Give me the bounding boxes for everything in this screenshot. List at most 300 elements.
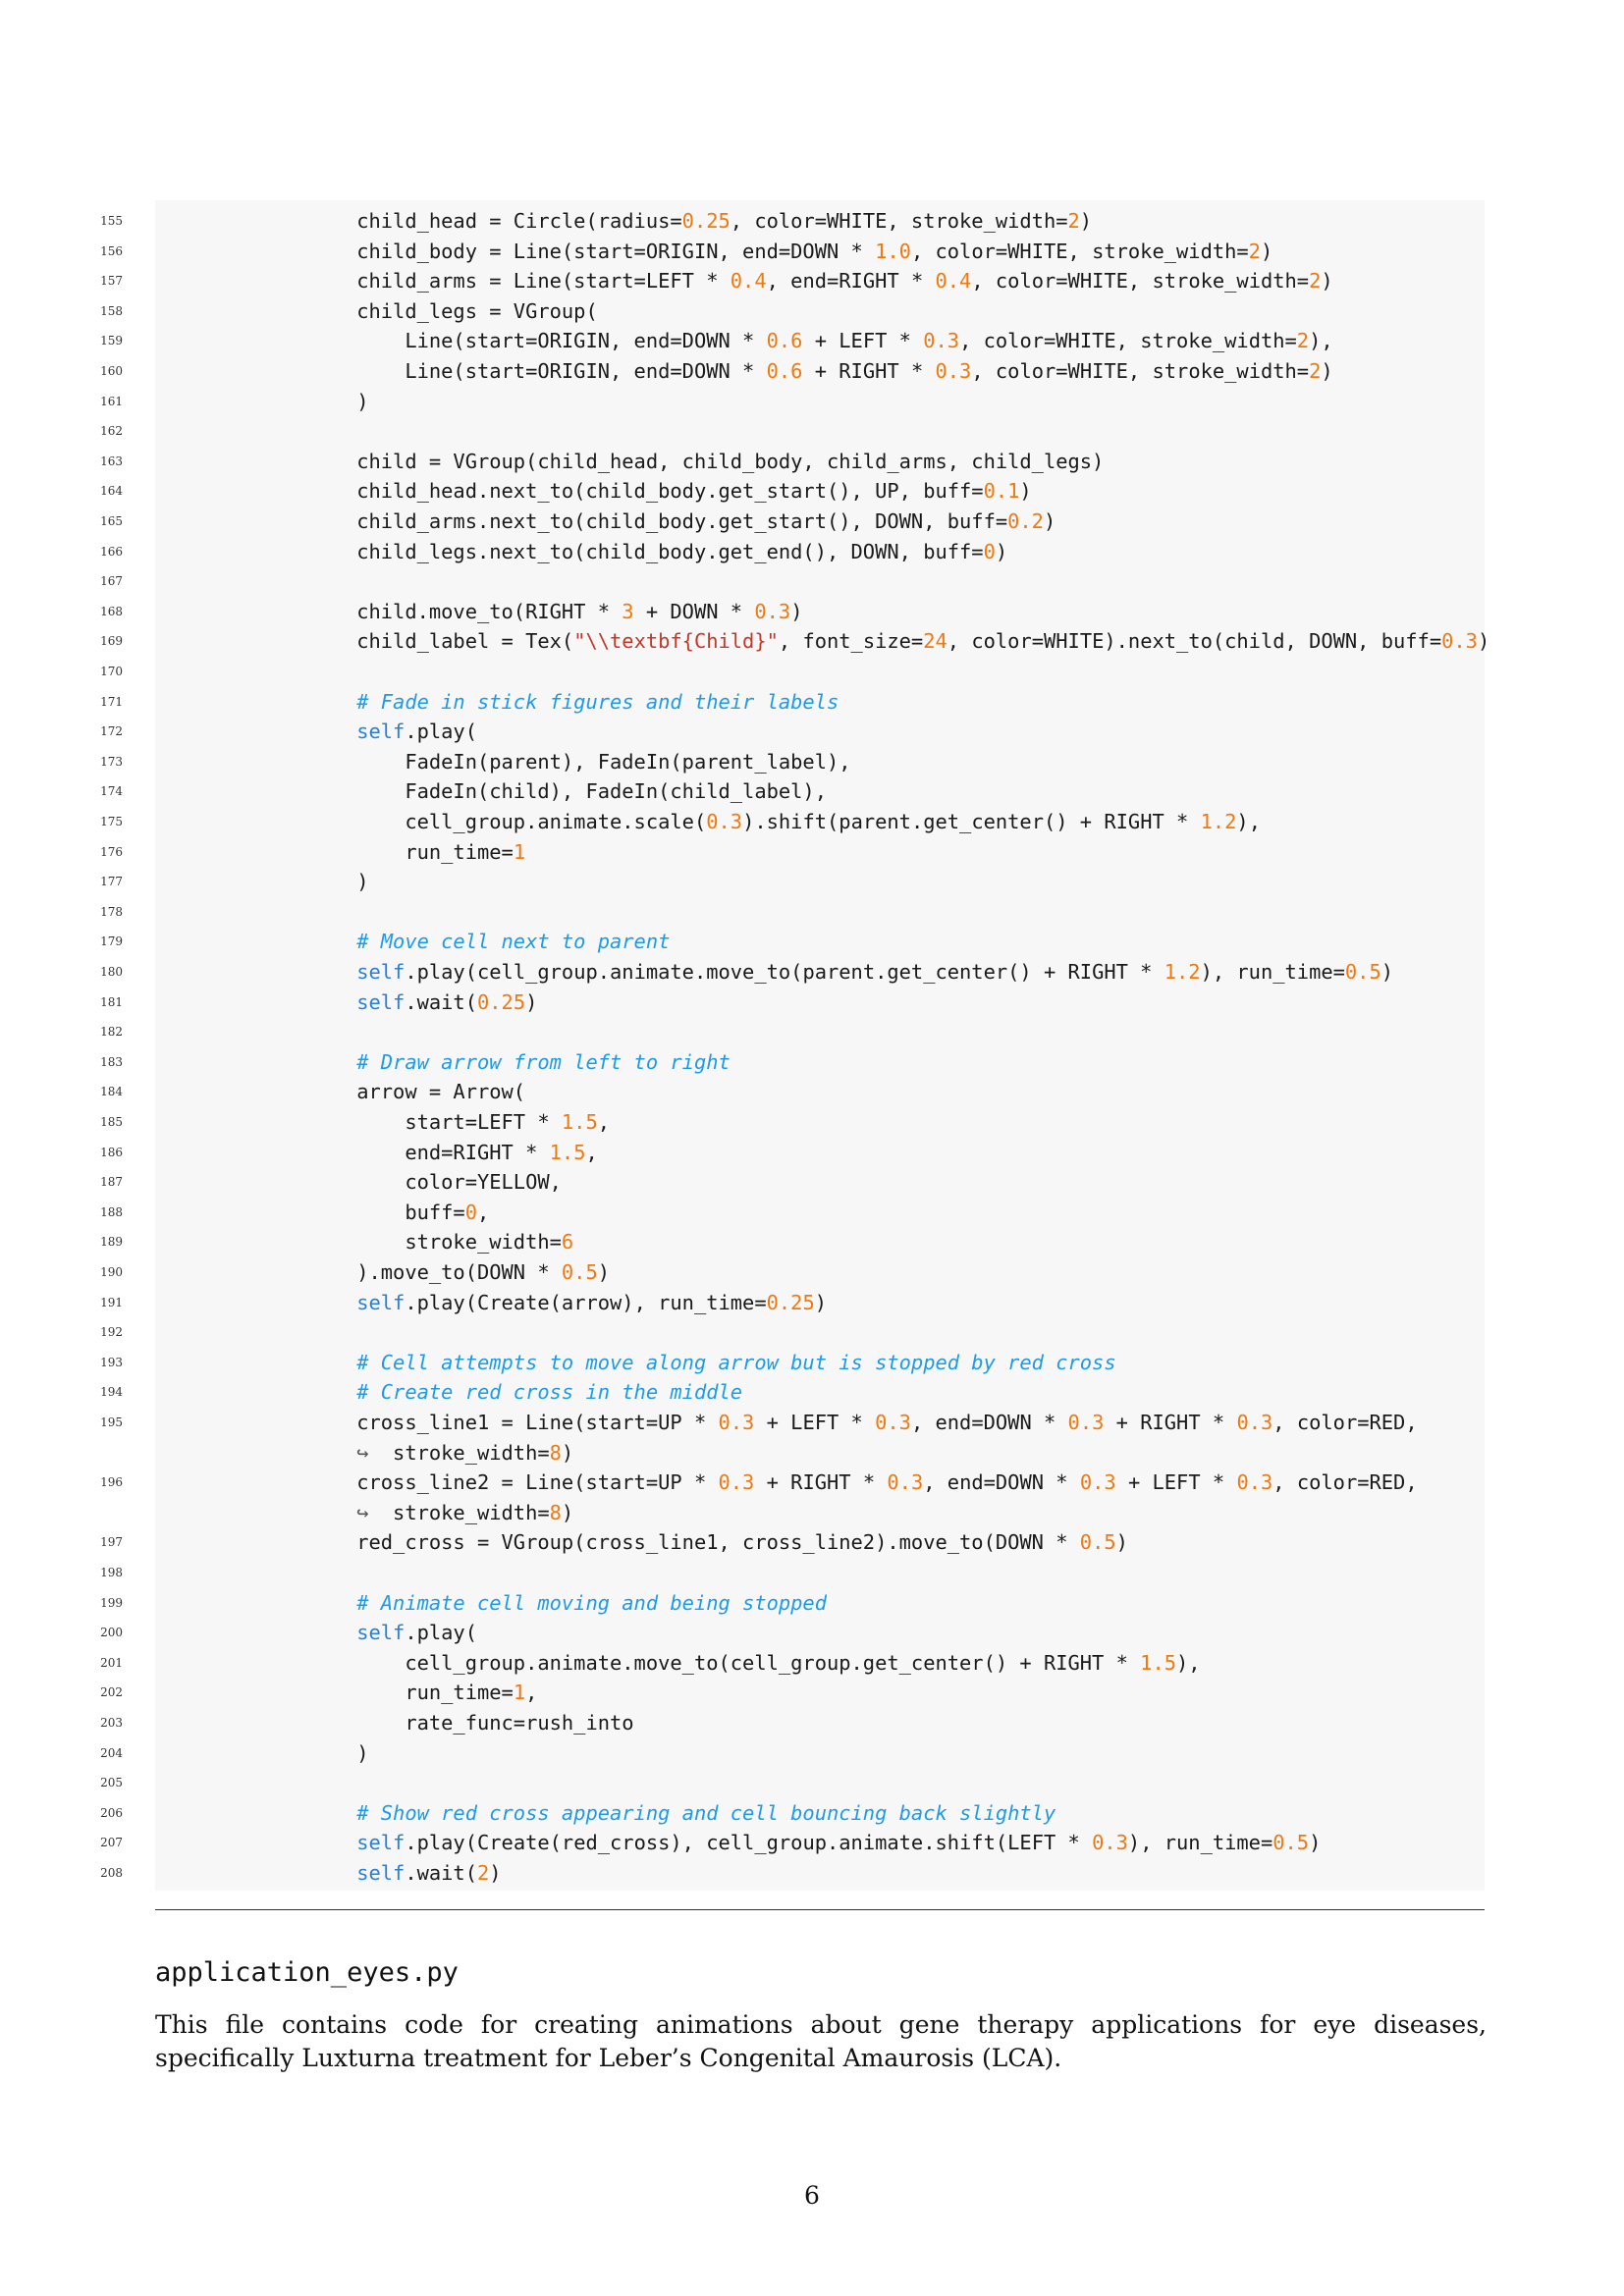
code-token: , end=RIGHT * (766, 269, 936, 294)
code-token: , end=DOWN * (923, 1470, 1080, 1495)
code-line (0, 206, 1473, 236)
code-token: 1.2 (1200, 810, 1237, 833)
code-token: 0.1 (983, 479, 1020, 504)
code-token: ) (260, 1740, 369, 1765)
code-token: ) (1019, 479, 1032, 504)
code-token: child = VGroup(child_head, child_body, child_arms, child_legs) (260, 449, 1105, 473)
code-token: child_body = Line(start=ORIGIN, end=DOWN * (260, 239, 876, 263)
code-token: , color=WHITE, stroke_width= (730, 209, 1068, 233)
code-token: , color=WHITE, stroke_width= (910, 239, 1249, 263)
code-token: 0.3 (1236, 1470, 1273, 1495)
code-token: ) (790, 599, 803, 623)
code-line (0, 1317, 1473, 1347)
line-number: 170 (100, 665, 123, 678)
line-number: 189 (100, 1235, 123, 1250)
code-token: 0.3 (1079, 1470, 1116, 1495)
code-text (260, 537, 1007, 566)
code-token: 0.4 (935, 269, 972, 294)
code-token: 1.5 (549, 1140, 586, 1164)
code-token: ) (1309, 1831, 1322, 1855)
code-text (260, 626, 1489, 656)
code-token: , color=WHITE, stroke_width= (971, 269, 1310, 294)
code-line (0, 1588, 1473, 1618)
code-token: 2 (477, 1861, 490, 1885)
line-number: 176 (100, 844, 123, 859)
code-token: ) (1321, 269, 1333, 294)
line-number: 206 (100, 1805, 123, 1820)
code-token: 1.0 (875, 239, 911, 263)
code-line (0, 597, 1473, 626)
code-token: 1 (513, 839, 526, 864)
code-token: , end=DOWN * (910, 1411, 1068, 1434)
code-line (0, 387, 1473, 416)
code-token: 0.25 (477, 989, 526, 1014)
code-token: self (260, 720, 406, 744)
code-comment: # Move cell next to parent (260, 930, 671, 954)
code-token: 6 (561, 1230, 574, 1255)
code-token: 0.3 (1092, 1831, 1128, 1855)
code-text (260, 447, 1104, 476)
code-line (0, 717, 1473, 746)
code-token: ), (1176, 1650, 1201, 1675)
code-token: .play(Create(arrow), run_time= (405, 1290, 767, 1314)
code-text (260, 387, 369, 416)
code-text (260, 957, 1393, 987)
code-token: 0.3 (923, 329, 960, 353)
line-number: 165 (100, 514, 123, 528)
section-divider (155, 1909, 1485, 1910)
code-text (260, 927, 670, 956)
code-token: arrow = Arrow( (260, 1080, 526, 1104)
code-line (0, 867, 1473, 896)
code-token: 2 (1248, 239, 1261, 263)
code-line (0, 687, 1473, 717)
code-line (0, 1678, 1473, 1707)
code-token: ), run_time= (1200, 960, 1345, 984)
code-text (260, 1678, 537, 1707)
code-token: + RIGHT * (802, 359, 936, 383)
code-line (0, 1227, 1473, 1256)
code-token: ) (260, 870, 369, 894)
code-token: + LEFT * (802, 329, 924, 353)
code-line (0, 1468, 1473, 1497)
code-line (0, 897, 1473, 927)
code-comment: # Draw arrow from left to right (260, 1049, 731, 1074)
code-token: cell_group.animate.scale( (260, 810, 707, 833)
line-number: 191 (100, 1295, 123, 1309)
page-number: 6 (804, 2181, 820, 2210)
code-token: + DOWN * (633, 599, 755, 623)
code-text (260, 1738, 369, 1768)
code-token: 0.3 (1236, 1411, 1273, 1434)
code-token: ), run_time= (1127, 1831, 1273, 1855)
code-token: 0.3 (935, 359, 972, 383)
code-token: ) (1477, 629, 1490, 654)
code-token: 0.25 (766, 1290, 815, 1314)
code-token: 0.6 (766, 359, 803, 383)
code-token: 0.3 (718, 1470, 755, 1495)
code-token: ).move_to(DOWN * (260, 1260, 562, 1284)
section-description: This file contains code for creating animations about gene therapy applications for eye diseases, specifically Luxturna treatment for Leber’s Congenital Amaurosis (LCA). (155, 2010, 1487, 2072)
code-token: run_time= (260, 839, 514, 864)
code-text (260, 1438, 573, 1468)
code-token: 2 (1067, 209, 1080, 233)
line-number: 163 (100, 454, 123, 468)
line-number: 175 (100, 815, 123, 828)
code-text (260, 597, 802, 626)
line-number: 173 (100, 754, 123, 769)
code-token: child_head = Circle(radius= (260, 209, 682, 233)
code-comment: # Fade in stick figures and their labels (260, 689, 839, 714)
code-token: + RIGHT * (754, 1470, 888, 1495)
code-line (0, 566, 1473, 596)
code-text (260, 1498, 573, 1527)
code-line (0, 1648, 1473, 1678)
code-token: 0.4 (730, 269, 767, 294)
code-text (260, 1828, 1321, 1857)
code-token: ) (814, 1290, 828, 1314)
code-token: + RIGHT * (1104, 1411, 1237, 1434)
code-text (260, 1047, 731, 1077)
code-token: , (525, 1681, 538, 1705)
code-text (260, 326, 1333, 355)
code-token: 0.25 (681, 209, 731, 233)
code-token: self (260, 1861, 406, 1885)
code-line (0, 1107, 1473, 1137)
code-line (0, 447, 1473, 476)
code-token: 0.6 (766, 329, 803, 353)
line-number: 198 (100, 1566, 123, 1579)
line-number: 194 (100, 1385, 123, 1400)
code-token: child.move_to(RIGHT * (260, 599, 623, 623)
code-comment: # Show red cross appearing and cell bouncing back slightly (260, 1800, 1056, 1825)
code-token: ) (1321, 359, 1333, 383)
line-number: 201 (100, 1655, 123, 1670)
code-text (260, 1227, 573, 1256)
code-line (0, 957, 1473, 987)
code-line (0, 356, 1473, 386)
code-text (260, 1648, 1201, 1678)
code-token: FadeIn(child), FadeIn(child_label), (260, 779, 827, 804)
code-line (0, 266, 1473, 295)
code-text (260, 266, 1333, 295)
code-text (260, 1588, 827, 1618)
code-text (260, 476, 1032, 506)
code-token: ) (1043, 509, 1056, 533)
code-token: FadeIn(parent), FadeIn(parent_label), (260, 749, 851, 774)
line-number: 167 (100, 574, 123, 589)
line-number: 164 (100, 484, 123, 499)
code-token: 0 (464, 1200, 477, 1224)
code-token: , (476, 1200, 490, 1224)
line-number: 171 (100, 694, 123, 709)
code-line (0, 237, 1473, 266)
code-text (260, 356, 1333, 386)
code-comment: # Create red cross in the middle (260, 1380, 743, 1405)
code-token: start=LEFT * (260, 1110, 562, 1134)
code-token: self (260, 989, 406, 1014)
code-line (0, 326, 1473, 355)
code-text (260, 1858, 502, 1888)
code-text (260, 1618, 477, 1647)
code-comment: # Animate cell moving and being stopped (260, 1590, 827, 1615)
code-text (260, 1288, 827, 1317)
code-line (0, 1047, 1473, 1077)
code-token: ).shift(parent.get_center() + RIGHT * (742, 810, 1201, 833)
code-token: ) (1380, 960, 1394, 984)
line-number: 161 (100, 394, 123, 408)
code-token: .wait( (405, 989, 477, 1014)
code-line (0, 657, 1473, 686)
code-token: ) (1115, 1530, 1128, 1555)
code-token: 0.5 (561, 1260, 598, 1284)
code-token: 1.5 (1140, 1650, 1177, 1675)
wrap-arrow-icon: ↪ (260, 1440, 394, 1465)
code-token: self (260, 1621, 406, 1645)
line-number: 179 (100, 934, 123, 949)
code-text (260, 1527, 1128, 1557)
code-token: 2 (1296, 329, 1310, 353)
code-token: 0.5 (1272, 1831, 1310, 1855)
line-number: 200 (100, 1626, 123, 1640)
line-number: 169 (100, 634, 123, 649)
code-text (260, 1198, 489, 1227)
code-token: .play(cell_group.animate.move_to(parent.get_center() + RIGHT * (405, 960, 1164, 984)
code-line (0, 416, 1473, 446)
code-line (0, 1438, 1473, 1468)
code-token: run_time= (260, 1681, 514, 1705)
code-line (0, 1498, 1473, 1527)
code-line (0, 1798, 1473, 1828)
code-token: , color=RED, (1272, 1411, 1418, 1434)
code-token: Line(start=ORIGIN, end=DOWN * (260, 329, 767, 353)
code-token: ) (489, 1861, 502, 1885)
code-token: 0.3 (754, 599, 791, 623)
code-token: , color=WHITE, stroke_width= (971, 359, 1310, 383)
line-number: 197 (100, 1535, 123, 1550)
line-number: 180 (100, 965, 123, 979)
code-text (260, 237, 1272, 266)
code-token: cell_group.animate.move_to(cell_group.get_center() + RIGHT * (260, 1650, 1141, 1675)
code-line (0, 1017, 1473, 1046)
code-token: , (585, 1140, 598, 1164)
line-number: 184 (100, 1085, 123, 1099)
code-token: 1.2 (1164, 960, 1201, 984)
code-token: 3 (622, 599, 634, 623)
line-number: 172 (100, 724, 123, 739)
code-text (260, 1077, 525, 1106)
line-number: 183 (100, 1054, 123, 1069)
code-text (260, 1257, 610, 1287)
code-text (260, 1708, 634, 1737)
line-number: 195 (100, 1415, 123, 1429)
code-token: 1 (513, 1681, 526, 1705)
code-token: ) (1260, 239, 1273, 263)
line-number: 156 (100, 243, 123, 258)
code-token: 0.3 (706, 810, 743, 833)
code-line (0, 1527, 1473, 1557)
code-line (0, 1138, 1473, 1167)
line-number: 202 (100, 1685, 123, 1700)
line-number: 186 (100, 1145, 123, 1159)
code-text (260, 1377, 742, 1407)
code-token: Line(start=ORIGIN, end=DOWN * (260, 359, 767, 383)
code-line (0, 1858, 1473, 1888)
code-token: ) (597, 1260, 611, 1284)
code-token: stroke_width= (393, 1440, 550, 1465)
code-token: 0.5 (1079, 1530, 1116, 1555)
code-token: ) (1079, 209, 1093, 233)
code-token: 0.3 (1441, 629, 1478, 654)
code-token: 0.2 (1007, 509, 1044, 533)
code-token: 2 (1309, 269, 1322, 294)
code-token: stroke_width= (393, 1500, 550, 1524)
code-token: rate_func=rush_into (260, 1711, 634, 1735)
code-text (260, 687, 839, 717)
code-token: child_label = Tex( (260, 629, 574, 654)
code-token: 0.3 (718, 1411, 755, 1434)
line-number: 157 (100, 274, 123, 289)
code-token: .play( (405, 1621, 477, 1645)
code-token: cross_line2 = Line(start=UP * (260, 1470, 719, 1495)
code-token: + LEFT * (754, 1411, 876, 1434)
code-token: end=RIGHT * (260, 1140, 550, 1164)
code-token: 0.5 (1344, 960, 1381, 984)
code-token: self (260, 1290, 406, 1314)
code-line (0, 1348, 1473, 1377)
line-number: 205 (100, 1776, 123, 1790)
code-token: 0.3 (1067, 1411, 1105, 1434)
line-number: 199 (100, 1595, 123, 1610)
code-token: ) (995, 539, 1008, 563)
code-line (0, 1288, 1473, 1317)
code-token: ), (1236, 810, 1261, 833)
line-number: 185 (100, 1115, 123, 1129)
code-token: ) (525, 989, 538, 1014)
code-token: , color=WHITE).next_to(child, DOWN, buff= (947, 629, 1442, 654)
line-number: 160 (100, 364, 123, 378)
line-number: 174 (100, 784, 123, 799)
code-token: stroke_width= (260, 1230, 562, 1255)
line-number: 187 (100, 1175, 123, 1190)
code-token: + LEFT * (1115, 1470, 1237, 1495)
code-token: cross_line1 = Line(start=UP * (260, 1411, 719, 1434)
code-text (260, 1798, 1056, 1828)
code-token: 1.5 (561, 1110, 598, 1134)
code-line (0, 1167, 1473, 1197)
code-token: ) (561, 1500, 574, 1524)
code-line (0, 626, 1490, 656)
line-number: 177 (100, 875, 123, 889)
section-title: application_eyes.py (155, 1957, 459, 1988)
code-token: child_arms = Line(start=LEFT * (260, 269, 731, 294)
code-token: child_arms.next_to(child_body.get_start(), DOWN, buff= (260, 509, 1008, 533)
line-number: 181 (100, 994, 123, 1009)
code-line (0, 807, 1473, 836)
code-line (0, 537, 1473, 566)
code-token: 0.3 (887, 1470, 924, 1495)
line-number: 192 (100, 1325, 123, 1340)
code-line (0, 988, 1473, 1017)
code-token: buff= (260, 1200, 465, 1224)
code-token: .play( (405, 720, 477, 744)
line-number: 178 (100, 904, 123, 919)
line-number: 162 (100, 424, 123, 439)
line-number: 207 (100, 1836, 123, 1850)
line-number: 204 (100, 1745, 123, 1760)
code-token: ), (1309, 329, 1333, 353)
line-number: 155 (100, 214, 123, 228)
line-number: 196 (100, 1475, 123, 1490)
code-line (0, 296, 1473, 326)
code-token: ) (260, 389, 369, 413)
code-token: child_head.next_to(child_body.get_start(), UP, buff= (260, 479, 984, 504)
line-number: 188 (100, 1204, 123, 1219)
code-token: , color=RED, (1272, 1470, 1418, 1495)
code-line (0, 776, 1473, 806)
line-number: 208 (100, 1866, 123, 1880)
code-token: 0.3 (875, 1411, 911, 1434)
line-number: 158 (100, 303, 123, 318)
code-line (0, 1618, 1473, 1647)
line-number: 193 (100, 1355, 123, 1369)
code-text (260, 867, 369, 896)
code-line (0, 1408, 1473, 1437)
line-number: 166 (100, 544, 123, 559)
code-text (260, 988, 537, 1017)
code-line (0, 837, 1473, 867)
wrap-arrow-icon: ↪ (260, 1500, 394, 1524)
line-number: 203 (100, 1716, 123, 1730)
code-line (0, 1077, 1473, 1106)
code-line (0, 1768, 1473, 1797)
code-line (0, 1377, 1473, 1407)
code-token: 8 (549, 1440, 562, 1465)
code-token: child_legs = VGroup( (260, 298, 598, 323)
code-text (260, 1468, 1418, 1497)
line-number: 159 (100, 334, 123, 348)
code-token: , color=WHITE, stroke_width= (959, 329, 1297, 353)
code-line (0, 747, 1473, 776)
code-text (260, 1138, 598, 1167)
code-token: .play(Create(red_cross), cell_group.animate.shift(LEFT * (405, 1831, 1093, 1855)
line-number: 190 (100, 1265, 123, 1279)
code-token: self (260, 960, 406, 984)
code-token: child_legs.next_to(child_body.get_end(), DOWN, buff= (260, 539, 984, 563)
code-text (260, 296, 598, 326)
code-line (0, 1198, 1473, 1227)
code-line (0, 476, 1473, 506)
code-token: red_cross = VGroup(cross_line1, cross_line2).move_to(DOWN * (260, 1530, 1080, 1555)
code-token: , (597, 1110, 611, 1134)
code-token: , font_size= (778, 629, 924, 654)
code-text (260, 1167, 562, 1197)
code-token: self (260, 1831, 406, 1855)
code-text (260, 776, 827, 806)
code-token: .wait( (405, 1861, 477, 1885)
code-line (0, 1828, 1473, 1857)
code-text (260, 747, 851, 776)
code-token: 8 (549, 1500, 562, 1524)
code-token: color=YELLOW, (260, 1170, 562, 1195)
code-token: 2 (1309, 359, 1322, 383)
code-line (0, 1738, 1473, 1768)
line-number: 182 (100, 1025, 123, 1040)
line-number: 168 (100, 604, 123, 618)
code-token: "\\textbf{Child}" (573, 629, 779, 654)
code-token: 0 (983, 539, 996, 563)
code-line (0, 507, 1473, 536)
